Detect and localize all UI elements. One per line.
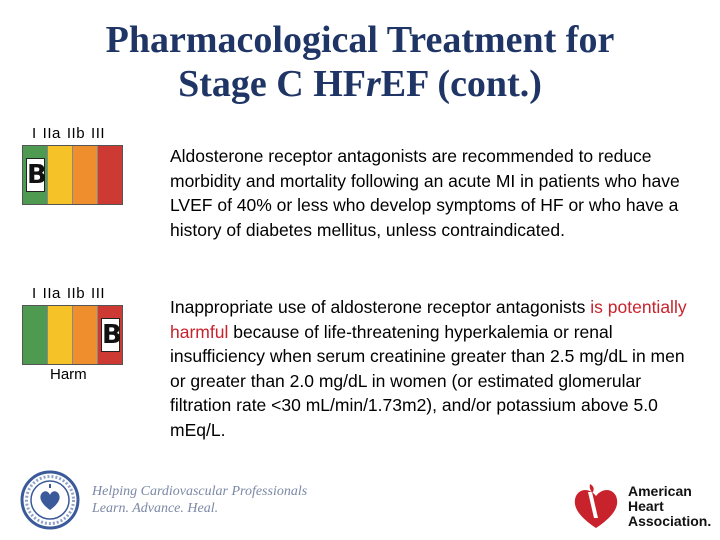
acc-seal-logo: [20, 470, 80, 530]
level-of-evidence-badge: B: [27, 160, 47, 190]
class-I-segment: [23, 306, 48, 364]
level-of-evidence-badge: B: [102, 320, 122, 350]
class-IIa-segment: [48, 146, 73, 204]
tagline-line-1: Helping Cardiovascular Professionals: [92, 484, 308, 499]
aha-branding: [568, 478, 711, 534]
class-IIa-segment: [48, 306, 73, 364]
recommendation-2-text-pre: Inappropriate use of aldosterone receptor antagonists: [170, 297, 591, 317]
recommendation-1-text: Aldosterone receptor antagonists are recommended to reduce morbidity and mortality following an acute MI in patients who have LVEF of 40% or less who develop symptoms of HF or who have a history of diabetes mellitus, unless contraindicated.: [170, 146, 680, 240]
title-line-1: Pharmacological Treatment for: [105, 19, 615, 61]
recommendation-2-text-post: because of life-threatening hyperkalemia or renal insufficiency when serum creatinine greater than 2.5 mg/dL in men or greater than 2.0 mg/dL in women (or estimated glomerular filtration rate <30 mL/min/1.73m2), and/or potassium above 5.0 mEq/L.: [170, 321, 685, 440]
class-III-segment: [98, 306, 122, 364]
title-line-2-pre: Stage C HF: [178, 63, 366, 105]
aha-line-2: Heart: [628, 497, 664, 514]
title-line-2: [0, 62, 720, 106]
class-label-IIa: IIa: [42, 125, 61, 142]
class-label-IIb: IIb: [66, 125, 86, 142]
recommendation-2-text: [170, 295, 690, 442]
class-header-2: [32, 285, 111, 302]
class-IIb-segment: [73, 146, 98, 204]
slide-title: [0, 18, 720, 106]
class-label-IIa: IIa: [42, 285, 61, 302]
class-bar-1: [22, 145, 123, 205]
class-bar-2: [22, 305, 123, 365]
class-header-1: [32, 125, 111, 142]
aha-line-3: Association.: [628, 512, 712, 529]
harm-label: Harm: [50, 366, 87, 383]
recommendation-2-harm-phrase: is potentially harmful: [170, 297, 687, 342]
class-label-III: III: [91, 125, 106, 142]
title-line-2-sub: r: [365, 63, 381, 105]
aha-line-1: American: [628, 482, 692, 499]
class-label-I: I: [32, 285, 37, 302]
class-label-I: I: [32, 125, 37, 142]
aha-wordmark: [628, 484, 711, 529]
acc-branding: [20, 470, 307, 530]
tagline-line-2: Learn. Advance. Heal.: [92, 501, 219, 516]
aha-heart-torch-logo: [568, 478, 624, 534]
title-line-2-post: EF (cont.): [380, 63, 542, 105]
class-III-segment: [98, 146, 122, 204]
class-IIb-segment: [73, 306, 98, 364]
class-I-segment: [23, 146, 48, 204]
class-label-III: III: [91, 285, 106, 302]
class-label-IIb: IIb: [66, 285, 86, 302]
acc-tagline: [92, 483, 307, 517]
